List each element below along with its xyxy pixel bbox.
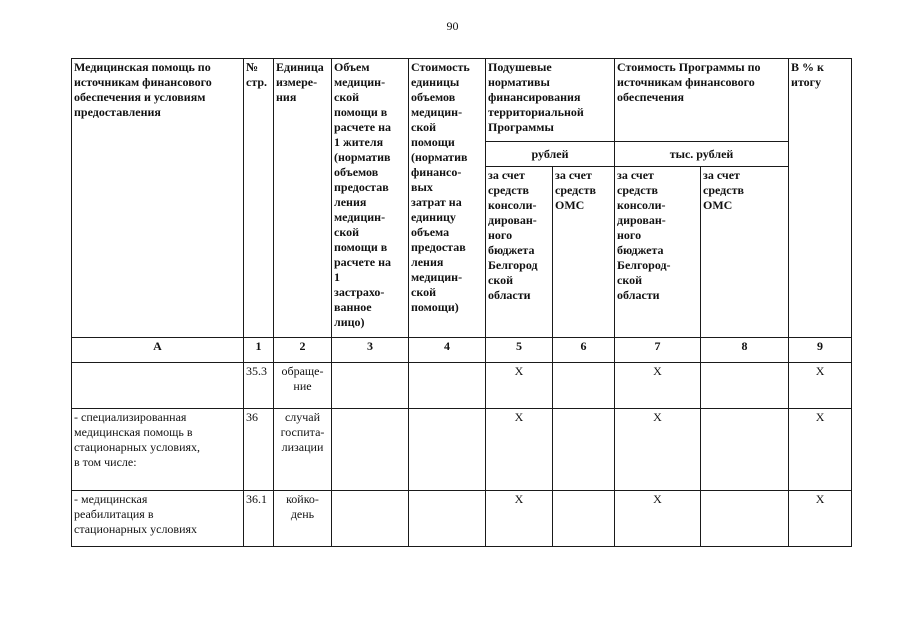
index-cell: 6 [553,338,615,363]
header-col-4: Стоимость единицы объемов медицин- ской помощи (норматив финансо- вых затрат на единицу объема предостав ления медицин- ской помощи) [409,59,486,338]
row-cell-3 [332,363,409,409]
row-cell-5: X [486,363,553,409]
row-cell-3 [332,491,409,547]
row-cell-6 [553,363,615,409]
column-index-row [72,338,852,363]
index-cell: 3 [332,338,409,363]
row-line-number: 36.1 [244,491,274,547]
header-col-7: за счет средств консоли- дирован- ного бюджета Белгород- ской области [615,167,701,338]
funding-table [71,58,852,547]
header-col-a: Медицинская помощь по источникам финансового обеспечения и условиям предоставления [72,59,244,338]
row-cell-5: X [486,409,553,491]
row-cell-9: X [789,491,852,547]
row-cell-9: X [789,363,852,409]
row-cell-4 [409,409,486,491]
row-cell-5: X [486,491,553,547]
header-group-program-cost: Стоимость Программы по источникам финансового обеспечения [615,59,789,142]
row-unit-cell: случай госпита- лизации [274,409,332,491]
index-cell: 1 [244,338,274,363]
row-unit-cell: койко- день [274,491,332,547]
index-cell: 9 [789,338,852,363]
table-row [72,491,852,547]
row-cell-6 [553,409,615,491]
row-cell-6 [553,491,615,547]
header-col-2: Единица измере- ния [274,59,332,338]
row-cell-4 [409,491,486,547]
index-cell: 5 [486,338,553,363]
row-name-cell: - медицинская реабилитация в стационарных условиях [72,491,244,547]
header-col-9: В % к итогу [789,59,852,338]
row-cell-9: X [789,409,852,491]
row-cell-7: X [615,491,701,547]
header-col-3: Объем медицин- ской помощи в расчете на 1 жителя (норматив объемов предостав ления медицин- ской помощи в расчете на 1 застрахо- ванное лицо) [332,59,409,338]
header-unit-rubles: рублей [486,142,615,167]
row-cell-4 [409,363,486,409]
table-row [72,409,852,491]
row-cell-3 [332,409,409,491]
row-cell-7: X [615,363,701,409]
row-line-number: 36 [244,409,274,491]
row-line-number: 35.3 [244,363,274,409]
table-row [72,363,852,409]
header-col-6: за счет средств ОМС [553,167,615,338]
header-col-8: за счет средств ОМС [701,167,789,338]
index-cell: А [72,338,244,363]
index-cell: 8 [701,338,789,363]
header-col-5: за счет средств консоли- дирован- ного бюджета Белгород ской области [486,167,553,338]
header-col-1: № стр. [244,59,274,338]
row-cell-8 [701,409,789,491]
index-cell: 2 [274,338,332,363]
index-cell: 4 [409,338,486,363]
row-name-cell: - специализированная медицинская помощь в стационарных условиях, в том числе: [72,409,244,491]
header-row-1 [72,59,852,142]
row-name-cell [72,363,244,409]
page-number: 90 [446,19,459,33]
row-unit-cell: обраще- ние [274,363,332,409]
index-cell: 7 [615,338,701,363]
row-cell-8 [701,491,789,547]
row-cell-8 [701,363,789,409]
row-cell-7: X [615,409,701,491]
header-group-per-capita: Подушевые нормативы финансирования территориальной Программы [486,59,615,142]
header-unit-thousand-rubles: тыс. рублей [615,142,789,167]
